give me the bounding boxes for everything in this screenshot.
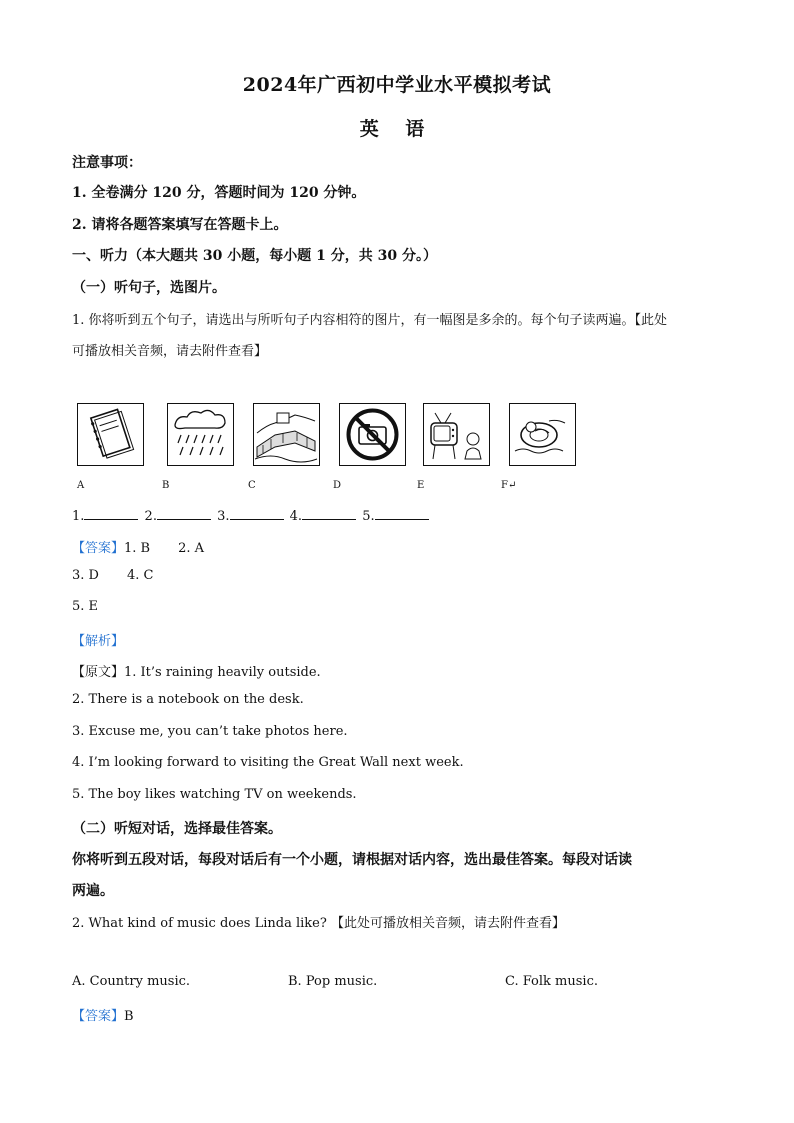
no-photos-icon [339, 403, 406, 466]
original-sentence-1: 1. It’s raining heavily outside. [124, 665, 321, 680]
picture-label-f: F↵ [501, 480, 517, 491]
section-heading: 一、听力（本大题共 30 小题，每小题 1 分，共 30 分。） [72, 248, 437, 264]
picture-a [77, 403, 144, 466]
subject-title: 英 语 [359, 118, 435, 140]
picture-c [253, 403, 320, 466]
original-sentence-4: 4. I’m looking forward to visiting the Great Wall next week. [72, 755, 464, 770]
analysis-tag: 【解析】 [72, 634, 125, 649]
picture-d [339, 403, 406, 466]
notice-item-1: 1. 全卷满分 120 分，答题时间为 120 分钟。 [72, 185, 366, 201]
original-line-1 [72, 661, 321, 680]
blank-2[interactable] [157, 507, 211, 520]
picture-label-c: C [248, 480, 256, 491]
answer-4: 4. C [126, 568, 154, 583]
swimming-icon [509, 403, 576, 466]
option-b[interactable]: B. Pop music. [288, 974, 378, 989]
question-2: 2. What kind of music does Linda like? 【此处可播放相关音频，请去附件查看】 [72, 916, 565, 931]
picture-label-e: E [417, 480, 425, 491]
option-a[interactable]: A. Country music. [72, 974, 191, 989]
part2-instructions: 你将听到五段对话，每段对话后有一个小题，请根据对话内容，选出最佳答案。每段对话读 [72, 852, 632, 868]
answer-tag: 【答案】 [72, 541, 125, 556]
question1-text-cont: 可播放相关音频，请去附件查看】 [72, 344, 268, 359]
answer-blanks-row [72, 507, 431, 524]
heavy-rain-icon [167, 403, 234, 466]
picture-f [509, 403, 576, 466]
picture-label-d: D [333, 480, 342, 491]
notice-heading: 注意事项： [72, 155, 142, 171]
blank-label-2: 2. [144, 509, 157, 524]
picture-b [167, 403, 234, 466]
notice-item-2: 2. 请将各题答案填写在答题卡上。 [72, 217, 288, 233]
answer-5: 5. E [72, 599, 99, 614]
question1-text: 1. 你将听到五个句子，请选出与所听句子内容相符的图片，有一幅图是多余的。每个句子读两遍。【此处 [72, 313, 668, 328]
answer-2: 2. A [178, 541, 205, 556]
part2-answer-line [72, 1005, 134, 1024]
part2-answer-tag: 【答案】 [72, 1009, 125, 1024]
part1-heading: （一）听句子，选图片。 [72, 280, 226, 296]
blank-5[interactable] [375, 507, 429, 520]
boy-watching-tv-icon [423, 403, 490, 466]
original-sentence-2: 2. There is a notebook on the desk. [72, 692, 304, 707]
blank-3[interactable] [230, 507, 284, 520]
blank-label-1: 1. [72, 509, 85, 524]
notebook-icon [77, 403, 144, 466]
great-wall-icon [253, 403, 320, 466]
original-sentence-3: 3. Excuse me, you can’t take photos here. [72, 724, 348, 739]
picture-label-b: B [162, 480, 170, 491]
answer-line-2 [72, 568, 153, 583]
blank-label-4: 4. [289, 509, 303, 524]
option-c[interactable]: C. Folk music. [505, 974, 598, 989]
original-sentence-5: 5. The boy likes watching TV on weekends. [72, 787, 357, 802]
part2-answer: B [124, 1009, 134, 1024]
blank-1[interactable] [84, 507, 138, 520]
picture-e [423, 403, 490, 466]
answer-3: 3. D [72, 568, 99, 583]
picture-label-a: A [77, 480, 85, 491]
original-tag: 【原文】 [72, 665, 125, 680]
blank-label-5: 5. [362, 509, 375, 524]
part2-heading: （二）听短对话，选择最佳答案。 [72, 821, 282, 837]
answer-line-1 [72, 537, 204, 556]
blank-4[interactable] [302, 507, 356, 520]
page-title: 2024年广西初中学业水平模拟考试 [242, 74, 552, 96]
blank-label-3: 3. [217, 509, 230, 524]
part2-instructions-cont: 两遍。 [72, 883, 114, 899]
answer-1: 1. B [124, 541, 151, 556]
